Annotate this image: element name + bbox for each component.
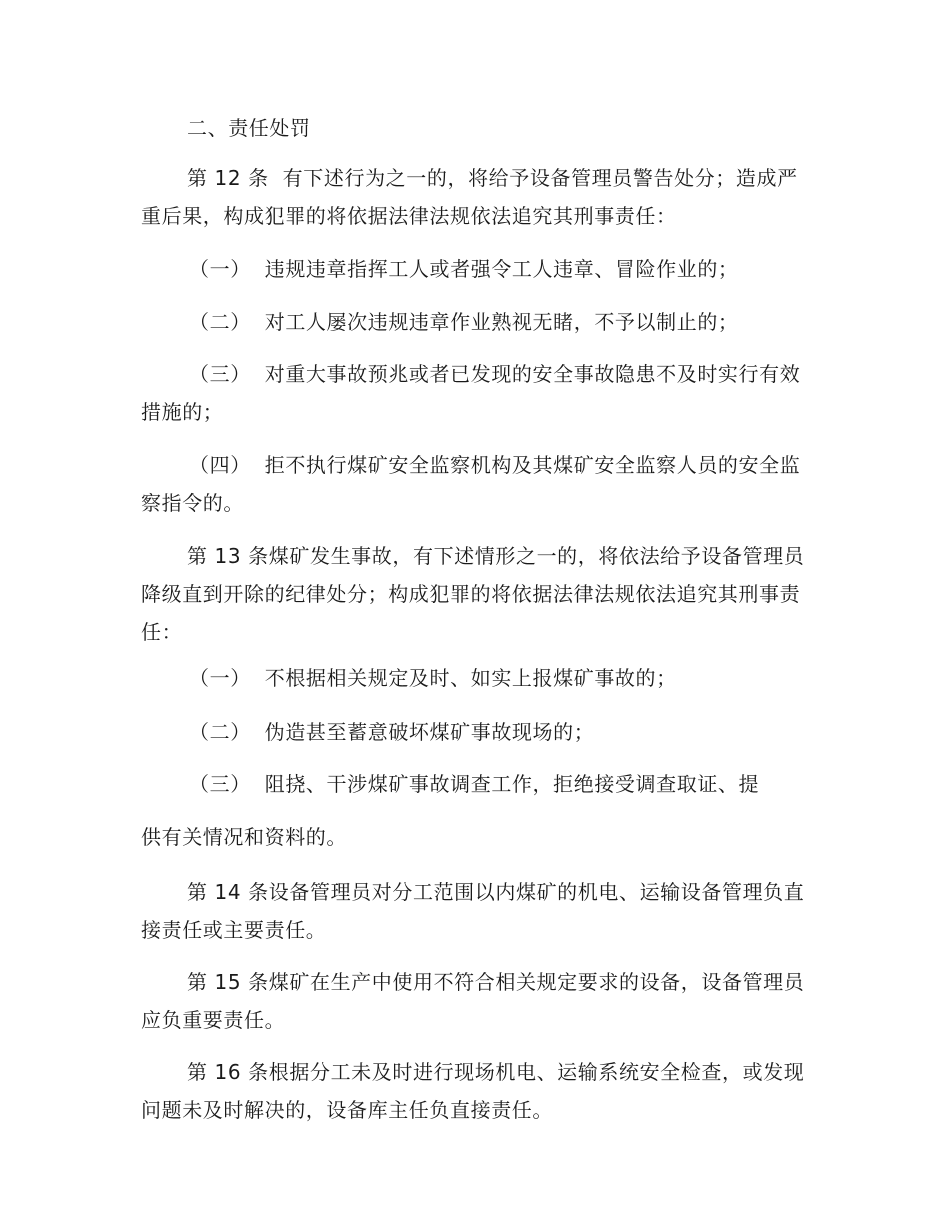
article-12-item-1: （一） 违规违章指挥工人或者强令工人违章、冒险作业的； xyxy=(189,257,739,281)
article-16: 第 16 条根据分工未及时进行现场机电、运输系统安全检查，或发现问题未及时解决的，设备库主任负直接责任。 xyxy=(141,1060,805,1122)
article-15: 第 15 条煤矿在生产中使用不符合相关规定要求的设备，设备管理员应负重要责任。 xyxy=(141,970,805,1032)
article-13-item-3-cont: 供有关情况和资料的。 xyxy=(141,825,347,849)
article-13-item-1: （一） 不根据相关规定及时、如实上报煤矿事故的； xyxy=(189,666,677,690)
article-12: 第 12 条 有下述行为之一的，将给予设备管理员警告处分；造成严重后果，构成犯罪的将依据法律法规依法追究其刑事责任： xyxy=(141,166,798,228)
article-13: 第 13 条煤矿发生事故，有下述情形之一的，将依法给予设备管理员降级直到开除的纪律处分；构成犯罪的将依据法律法规依法追究其刑事责任： xyxy=(141,544,805,644)
article-12-item-2: （二） 对工人屡次违规违章作业熟视无睹，不予以制止的； xyxy=(189,310,739,334)
section-heading: 二、责任处罚 xyxy=(187,116,311,140)
article-13-item-2: （二） 伪造甚至蓄意破坏煤矿事故现场的； xyxy=(189,720,595,744)
article-14: 第 14 条设备管理员对分工范围以内煤矿的机电、运输设备管理负直接责任或主要责任。 xyxy=(141,880,805,942)
article-12-item-3: （三） 对重大事故预兆或者已发现的安全事故隐患不及时实行有效措施的； xyxy=(141,362,801,424)
article-12-item-4: （四） 拒不执行煤矿安全监察机构及其煤矿安全监察人员的安全监察指令的。 xyxy=(141,453,801,515)
article-13-item-3: （三） 阻挠、干涉煤矿事故调查工作，拒绝接受调查取证、提 xyxy=(189,772,760,796)
